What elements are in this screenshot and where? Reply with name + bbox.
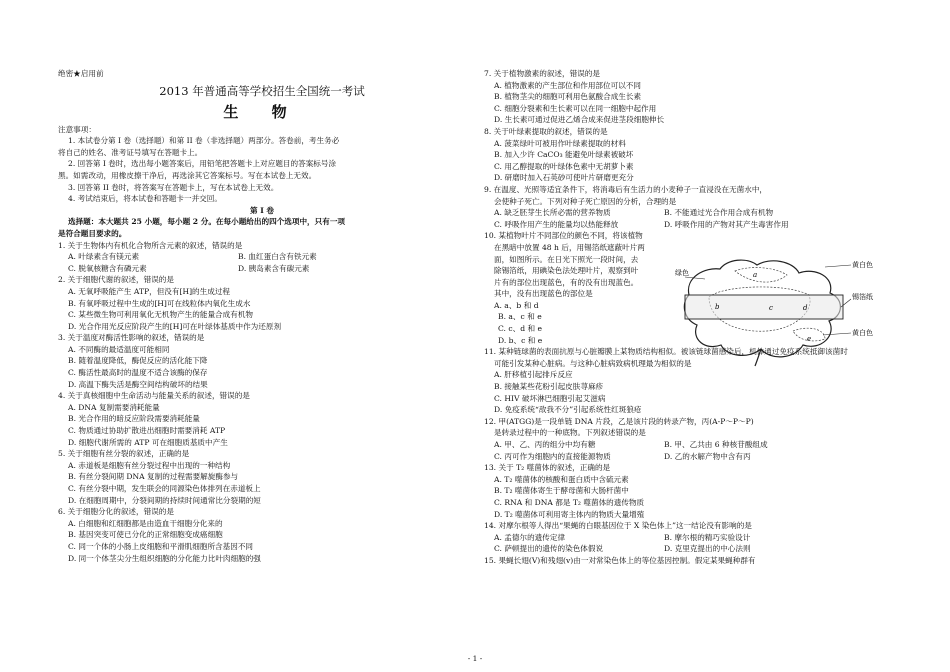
- question-stem: 14. 对摩尔根等人得出“果蝇的白眼基因位于 X 染色体上”这一结论没有影响的是: [484, 521, 752, 531]
- page-number: - 1 -: [467, 654, 483, 663]
- option: C. 用乙醇提取的叶绿体色素中无胡萝卜素: [494, 161, 634, 171]
- question-list: [484, 346, 900, 566]
- question-stem: 7. 关于植物激素的叙述，错误的是: [484, 69, 600, 78]
- pointer-line: [823, 333, 851, 335]
- option-row: [58, 251, 466, 263]
- option: B. 有丝分裂间期 DNA 复制的过程需要解旋酶参与: [68, 472, 239, 482]
- exam-title: 2013 年普通高等学校招生全国统一考试: [159, 83, 365, 98]
- note-line: 1. 本试卷分第 I 卷（选择题）和第 II 卷（非选择题）两部分。答卷前，考生务必: [68, 136, 340, 146]
- question-stem: 1. 关于生物体内有机化合物所含元素的叙述，错误的是: [58, 240, 243, 250]
- option: B. 光合作用的暗反应阶段需要消耗能量: [68, 414, 200, 424]
- option: B. a、c 和 e: [498, 312, 542, 322]
- section-title: 第 I 卷: [249, 205, 275, 215]
- yellow-region-top: [735, 268, 787, 283]
- note-line: 4. 考试结束后，将本试卷和答题卡一并交回。: [68, 194, 222, 204]
- question: [58, 274, 466, 332]
- option-row: [484, 219, 900, 231]
- label-green: 绿色: [675, 269, 689, 277]
- question-list: [58, 240, 466, 565]
- note-line: 2. 回答第 I 卷时，选出每小题答案后，用铅笔把答题卡上对应题目的答案标号涂: [68, 159, 337, 169]
- option: D. 在细胞周期中，分裂间期的持续时间通常比分裂期的短: [68, 495, 261, 505]
- option: D. 克里克提出的中心法则: [664, 544, 751, 554]
- question-stem: 10. 某植物叶片不同部位的颜色不同，将该植物: [484, 231, 643, 241]
- option: C. 丙可作为细胞内的直接能源物质: [494, 451, 611, 461]
- question-stem: 面，如图所示。在日光下照光一段时间，去: [494, 254, 639, 264]
- option-row: [58, 263, 466, 275]
- question-stem: 片有的部位出现蓝色，有的没有出现蓝色。: [494, 277, 639, 287]
- question: [484, 68, 900, 126]
- question: [484, 416, 900, 462]
- option: C. 物质通过协助扩散进出细胞时需要消耗 ATP: [68, 426, 226, 436]
- note-line: 将自己的姓名、准考证号填写在答题卡上。: [58, 147, 203, 157]
- option-row: [484, 439, 900, 451]
- option: A. 赤道板是细胞有丝分裂过程中出现的一种结构: [68, 460, 231, 470]
- label-a: a: [753, 271, 758, 279]
- label-yellow-bottom: 黄白色: [852, 329, 873, 337]
- question: [484, 462, 900, 520]
- foil-strip: [685, 295, 843, 319]
- notes-heading: 注意事项：: [58, 124, 96, 134]
- section-intro: 是符合题目要求的。: [58, 228, 127, 238]
- option: C. RNA 和 DNA 都是 T₂ 噬菌体的遗传物质: [494, 497, 645, 507]
- option: A. 甲、乙、丙的组分中均有糖: [494, 440, 596, 449]
- leaf-diagram: [675, 255, 887, 367]
- option: D. 呼吸作用的产物对其产生毒害作用: [664, 219, 789, 229]
- option: C. 有丝分裂中期，发生联会的同源染色体排列在赤道板上: [68, 484, 261, 493]
- option: D. 高温下酶失活是酶空间结构破坏的结果: [68, 379, 208, 389]
- question-stem: 3. 关于温度对酶活性影响的叙述，错误的是: [58, 333, 205, 343]
- option: C. 萨顿提出的遗传的染色体假说: [494, 544, 604, 554]
- notes-list: [58, 135, 466, 205]
- question: [58, 390, 466, 448]
- question-stem: 可能引发某种心脏病。与这种心脏病致病机理最为相似的是: [494, 358, 692, 368]
- option: D. 光合作用光反应阶段产生的[H]可在叶绿体基质中作为还原剂: [68, 321, 282, 331]
- option: D. 研磨时加入石英砂可使叶片研磨更充分: [494, 173, 634, 183]
- question-stem: 其中，没有出现蓝色的部位是: [494, 289, 593, 299]
- option: A. 缺乏胚芽生长所必需的营养物质: [494, 208, 611, 218]
- option-row: [484, 543, 900, 555]
- option: B. 摩尔根的精巧实验设计: [664, 532, 751, 542]
- question-stem: 11. 某种链球菌的表面抗原与心脏瓣膜上某物质结构相似。被该链球菌感染后，机体通过免疫系统抵御该菌时: [484, 347, 848, 357]
- question: [484, 184, 900, 230]
- left-column: [58, 68, 466, 564]
- option: B. 不能通过光合作用合成有机物: [664, 208, 774, 218]
- question-stem: 除锡箔纸，用碘染色法处理叶片，观察到叶: [494, 266, 639, 276]
- option: C. 细胞分裂素和生长素可以在同一细胞中起作用: [494, 103, 657, 113]
- option: B. 甲、乙共由 6 种核苷酸组成: [664, 440, 768, 449]
- option: A. 菠菜绿叶可被用作叶绿素提取的材料: [494, 138, 626, 148]
- option-row: [484, 451, 900, 463]
- question-stem: 13. 关于 T₂ 噬菌体的叙述，正确的是: [484, 463, 611, 473]
- question-stem: 是转录过程中的一种底物。下列叙述错误的是: [494, 428, 646, 438]
- option: A. 不同酶的最适温度可能相同: [68, 344, 170, 354]
- option: A. 白细胞和红细胞都是由造血干细胞分化来的: [68, 518, 223, 528]
- option: A. 无氧呼吸能产生 ATP，但没有[H]的生成过程: [68, 286, 231, 296]
- question-stem: 6. 关于细胞分化的叙述，错误的是: [58, 507, 174, 517]
- subject-title: 生 物: [223, 102, 301, 121]
- option: B. 有氧呼吸过程中生成的[H]可在线粒体内氧化生成水: [68, 298, 251, 308]
- question: [58, 240, 466, 275]
- option: B. 加入少许 CaCO₃ 能避免叶绿素被破坏: [494, 150, 634, 160]
- option: A. 植物激素的产生部位和作用部位可以不同: [494, 80, 641, 90]
- label-c: c: [769, 304, 773, 312]
- question: [484, 520, 900, 555]
- option: D. 生长素可通过促进乙烯合成来促进茎段细胞伸长: [494, 115, 665, 125]
- pointer-line: [825, 265, 851, 267]
- label-e: e: [807, 335, 812, 343]
- option: A. a、b 和 d: [494, 300, 539, 310]
- question: [58, 448, 466, 506]
- option: C. c、d 和 e: [498, 324, 542, 334]
- option: A. T₂ 噬菌体的核酸和蛋白质中含硫元素: [494, 474, 629, 484]
- label-d: d: [803, 304, 808, 312]
- option: C. 酶活性最高时的温度不适合该酶的保存: [68, 368, 208, 378]
- option: D. 免疫系统“敌我不分”引起系统性红斑狼疮: [494, 405, 642, 415]
- question-list: [484, 68, 900, 230]
- question: [58, 332, 466, 390]
- option: A. 叶绿素含有镁元素: [68, 252, 140, 262]
- option: D. 细胞代谢所需的 ATP 可在细胞质基质中产生: [68, 437, 228, 447]
- option: C. 某些微生物可利用氧化无机物产生的能量合成有机物: [68, 310, 254, 320]
- option: B. 随着温度降低，酶促反应的活化能下降: [68, 356, 208, 366]
- question: [58, 506, 466, 564]
- option: A. DNA 复制需要消耗能量: [68, 402, 160, 412]
- option: C. 呼吸作用产生的能量均以热能释放: [494, 219, 619, 229]
- section-intro: 选择题：本大题共 25 小题，每小题 2 分。在每小题给出的四个选项中，只有一项: [68, 217, 346, 227]
- option: C. 脱氧核糖含有磷元素: [68, 263, 147, 273]
- note-line: 黑。如需改动，用橡皮擦干净后，再选涂其它答案标号。写在本试卷上无效。: [58, 170, 317, 180]
- option: A. 肝移植引起排斥反应: [494, 370, 573, 380]
- question-stem: 会使种子死亡。下列对种子死亡原因的分析，合理的是: [494, 196, 677, 206]
- option: B. 血红蛋白含有铁元素: [238, 252, 317, 262]
- question-stem: 15. 果蝇长翅(V)和残翅(v)由一对常染色体上的等位基因控制。假定某果蝇种群有: [484, 555, 756, 565]
- label-yellow-top: 黄白色: [852, 261, 873, 269]
- option: D. 乙的水解产物中含有丙: [664, 451, 751, 461]
- option: A. 孟德尔的遗传定律: [494, 532, 566, 542]
- option: C. HIV 破坏淋巴细胞引起艾滋病: [494, 393, 606, 403]
- option: B. 植物茎尖的细胞可利用色氨酸合成生长素: [494, 92, 642, 102]
- option: B. 接触某些花粉引起皮肤荨麻疹: [494, 382, 604, 392]
- option: D. T₂ 噬菌体可利用寄主体内的物质大量增殖: [494, 509, 645, 519]
- option: B. T₂ 噬菌体寄生于酵母菌和大肠杆菌中: [494, 486, 629, 496]
- secret-label: 绝密★启用前: [58, 69, 104, 78]
- pointer-line: [685, 277, 705, 279]
- option: D. b、c 和 e: [498, 335, 543, 345]
- question-stem: 5. 关于细胞有丝分裂的叙述，正确的是: [58, 449, 190, 459]
- question: [484, 555, 900, 567]
- question-stem: 在黑暗中放置 48 h 后，用锡箔纸遮蔽叶片两: [494, 242, 645, 252]
- question: [484, 126, 900, 184]
- option: D. 胰岛素含有碳元素: [238, 263, 310, 273]
- option: B. 基因突变可使已分化的正常细胞变成癌细胞: [68, 530, 223, 540]
- question-stem: 2. 关于细胞代谢的叙述，错误的是: [58, 275, 174, 285]
- note-line: 3. 回答第 II 卷时，将答案写在答题卡上，写在本试卷上无效。: [68, 182, 279, 192]
- label-b: b: [715, 303, 720, 311]
- option-row: [484, 207, 900, 219]
- question-stem: 8. 关于叶绿素提取的叙述，错误的是: [484, 126, 608, 136]
- question-stem: 4. 关于真核细胞中生命活动与能量关系的叙述，错误的是: [58, 391, 250, 401]
- label-foil: 锡箔纸: [852, 293, 873, 301]
- option: C. 同一个体的小肠上皮细胞和平滑肌细胞所含基因不同: [68, 541, 254, 551]
- question-stem: 9. 在温度、光照等适宜条件下，将消毒后有生活力的小麦种子一直浸没在无菌水中，: [484, 184, 768, 194]
- question-10: [484, 230, 694, 346]
- option-row: [484, 532, 900, 544]
- option: D. 同一个体茎尖分生组织细胞的分化能力比叶肉细胞的强: [68, 553, 261, 563]
- question-stem: 12. 甲(ATGG)是一段单链 DNA 片段，乙是该片段的转录产物，丙(A-P～P～P): [484, 416, 754, 426]
